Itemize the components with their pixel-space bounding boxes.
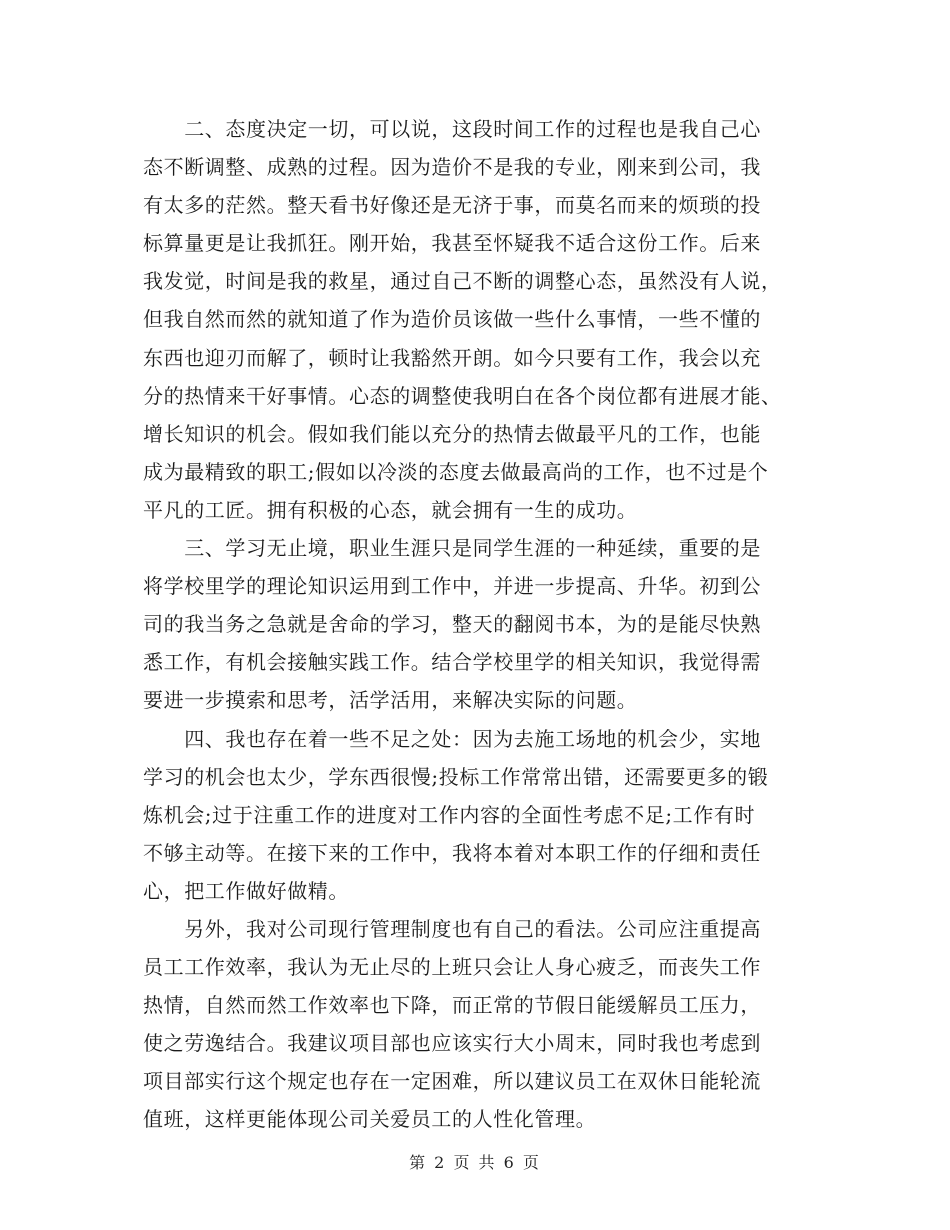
- text-line: 四、我也存在着一些不足之处：因为去施工场地的机会少，实地: [143, 726, 761, 751]
- text-line: 项目部实行这个规定也存在一定困难，所以建议员工在双休日能轮流: [143, 1069, 761, 1094]
- text-line: 另外，我对公司现行管理制度也有自己的看法。公司应注重提高: [143, 916, 761, 941]
- text-line: 热情，自然而然工作效率也下降，而正常的节假日能缓解员工压力，: [143, 993, 761, 1018]
- text-line: 心，把工作做好做精。: [143, 878, 349, 903]
- text-line: 东西也迎刃而解了，顿时让我豁然开朗。如今只要有工作，我会以充: [143, 345, 761, 370]
- text-line: 将学校里学的理论知识运用到工作中，并进一步提高、升华。初到公: [143, 574, 761, 599]
- text-line: 司的我当务之急就是舍命的学习，整天的翻阅书本，为的是能尽快熟: [143, 612, 761, 637]
- page-number-footer: 第 2 页 共 6 页: [409, 1153, 541, 1172]
- text-line: 学习的机会也太少，学东西很慢;投标工作常常出错，还需要更多的锻: [143, 764, 769, 789]
- text-line: 悉工作，有机会接触实践工作。结合学校里学的相关知识，我觉得需: [143, 650, 761, 675]
- text-line: 不够主动等。在接下来的工作中，我将本着对本职工作的仔细和责任: [143, 840, 761, 865]
- text-line: 值班，这样更能体现公司关爱员工的人性化管理。: [143, 1107, 597, 1132]
- text-line: 三、学习无止境，职业生涯只是同学生涯的一种延续，重要的是: [143, 536, 761, 561]
- text-line: 我发觉，时间是我的救星，通过自己不断的调整心态，虽然没有人说，: [143, 269, 782, 294]
- text-line: 要进一步摸索和思考，活学活用，来解决实际的问题。: [143, 688, 638, 713]
- text-line: 增长知识的机会。假如我们能以充分的热情去做最平凡的工作，也能: [143, 421, 761, 446]
- text-line: 成为最精致的职工;假如以冷淡的态度去做最高尚的工作，也不过是个: [143, 459, 769, 484]
- text-line: 但我自然而然的就知道了作为造价员该做一些什么事情，一些不懂的: [143, 307, 761, 332]
- text-line: 员工工作效率，我认为无止尽的上班只会让人身心疲乏，而丧失工作: [143, 955, 761, 980]
- body-text: [143, 110, 823, 1139]
- text-line: 平凡的工匠。拥有积极的心态，就会拥有一生的成功。: [143, 497, 638, 522]
- text-line: 炼机会;过于注重工作的进度对工作内容的全面性考虑不足;工作有时: [143, 802, 756, 827]
- text-line: 二、态度决定一切，可以说，这段时间工作的过程也是我自己心: [143, 117, 761, 141]
- text-line: 使之劳逸结合。我建议项目部也应该实行大小周末，同时我也考虑到: [143, 1031, 761, 1056]
- text-line: 有太多的茫然。整天看书好像还是无济于事，而莫名而来的烦琐的投: [143, 193, 761, 218]
- text-line: 标算量更是让我抓狂。刚开始，我甚至怀疑我不适合这份工作。后来: [143, 231, 761, 256]
- text-line: 态不断调整、成熟的过程。因为造价不是我的专业，刚来到公司，我: [143, 155, 761, 180]
- text-line: 分的热情来干好事情。心态的调整使我明白在各个岗位都有进展才能、: [143, 383, 782, 408]
